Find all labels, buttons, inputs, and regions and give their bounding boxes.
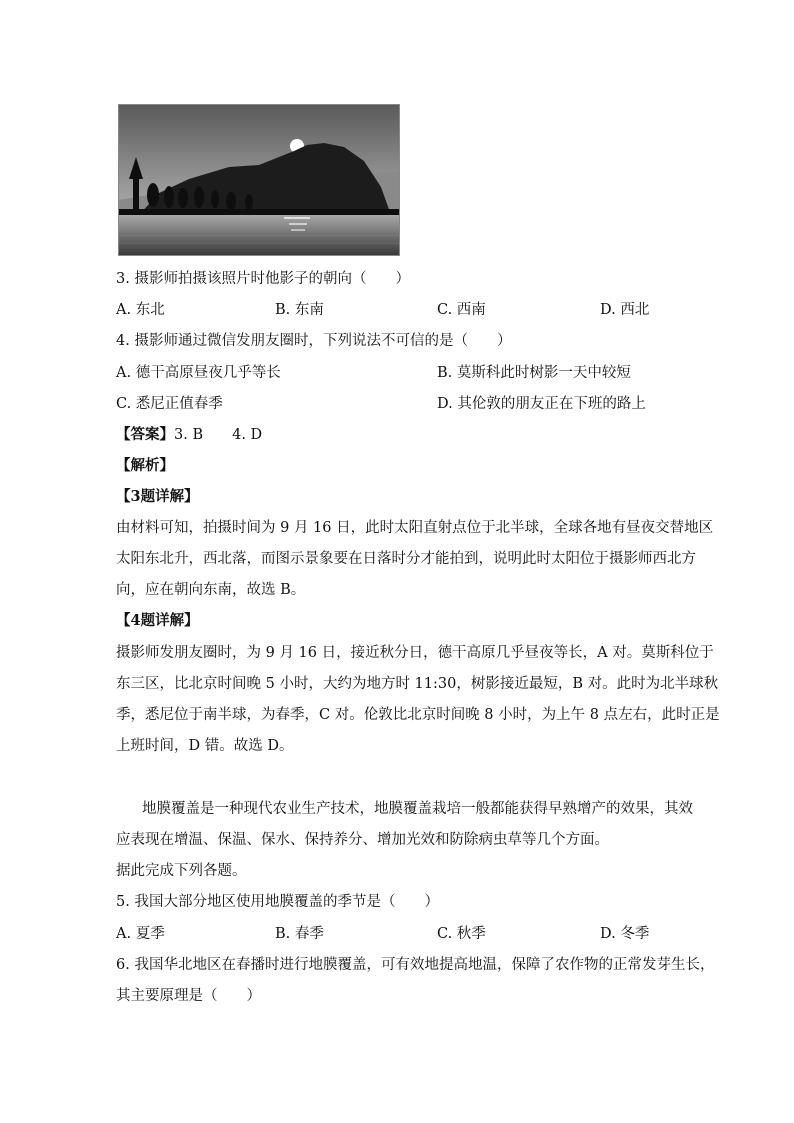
material-line-1: 地膜覆盖是一种现代农业生产技术，地膜覆盖栽培一般都能获得早熟增产的效果，其效 xyxy=(142,801,693,817)
question-3-option-a: A. 东北 xyxy=(116,302,165,318)
sunset-landscape-image xyxy=(119,105,399,255)
analysis-label: 【解析】 xyxy=(116,457,174,474)
detail-3-line-3: 向，应在朝向东南，故选 B。 xyxy=(116,582,306,598)
question-4-option-d: D. 其伦敦的朋友正在下班的路上 xyxy=(437,396,646,412)
detail-4-label: 【4题详解】 xyxy=(116,612,199,629)
detail-4-line-2: 东三区，比北京时间晚 5 小时，大约为地方时 11:30，树影接近最短，B 对。此时为北半球秋 xyxy=(116,676,719,692)
question-3-option-b: B. 东南 xyxy=(275,302,324,318)
question-6-line-1: 6. 我国华北地区在春播时进行地膜覆盖，可有效地提高地温，保障了农作物的正常发芽生长， xyxy=(116,957,715,973)
question-3-option-c: C. 西南 xyxy=(437,302,486,318)
sunset-photo xyxy=(118,104,400,256)
detail-3-line-1: 由材料可知，拍摄时间为 9 月 16 日，此时太阳直射点位于北半球，全球各地有昼夜交替地区 xyxy=(116,520,714,536)
detail-3-label: 【3题详解】 xyxy=(116,488,199,505)
material-instruction: 据此完成下列各题。 xyxy=(116,863,247,879)
question-3-stem: 3. 摄影师拍摄该照片时他影子的朝向（ ） xyxy=(116,271,410,287)
question-5-stem: 5. 我国大部分地区使用地膜覆盖的季节是（ ） xyxy=(116,894,439,910)
question-4-option-b: B. 莫斯科此时树影一天中较短 xyxy=(437,365,631,381)
question-4-stem: 4. 摄影师通过微信发朋友圈时，下列说法不可信的是（ ） xyxy=(116,333,512,349)
question-4-option-a: A. 德干高原昼夜几乎等长 xyxy=(116,365,281,381)
question-4-option-c: C. 悉尼正值春季 xyxy=(116,396,223,412)
answer-label: 【答案】 xyxy=(116,426,174,443)
answer-line xyxy=(116,425,262,445)
question-5-option-c: C. 秋季 xyxy=(437,926,486,942)
detail-4-line-1: 摄影师发朋友圈时，为 9 月 16 日，接近秋分日，德干高原几乎昼夜等长，A 对。莫斯科位于 xyxy=(116,645,714,661)
material-line-2: 应表现在增温、保温、保水、保持养分、增加光效和防除病虫草等几个方面。 xyxy=(116,832,609,848)
answer-text: 3. B 4. D xyxy=(174,427,263,443)
question-5-option-a: A. 夏季 xyxy=(116,926,165,942)
detail-4-line-4: 上班时间，D 错。故选 D。 xyxy=(116,738,294,754)
question-6-line-2: 其主要原理是（ ） xyxy=(116,988,261,1004)
question-5-option-b: B. 春季 xyxy=(275,926,324,942)
detail-4-line-3: 季，悉尼位于南半球，为春季，C 对。伦敦比北京时间晚 8 小时，为上午 8 点左右，此时正是 xyxy=(116,707,720,723)
question-5-option-d: D. 冬季 xyxy=(600,926,650,942)
question-3-option-d: D. 西北 xyxy=(600,302,650,318)
detail-3-line-2: 太阳东北升，西北落，而图示景象要在日落时分才能拍到，说明此时太阳位于摄影师西北方 xyxy=(116,551,696,567)
